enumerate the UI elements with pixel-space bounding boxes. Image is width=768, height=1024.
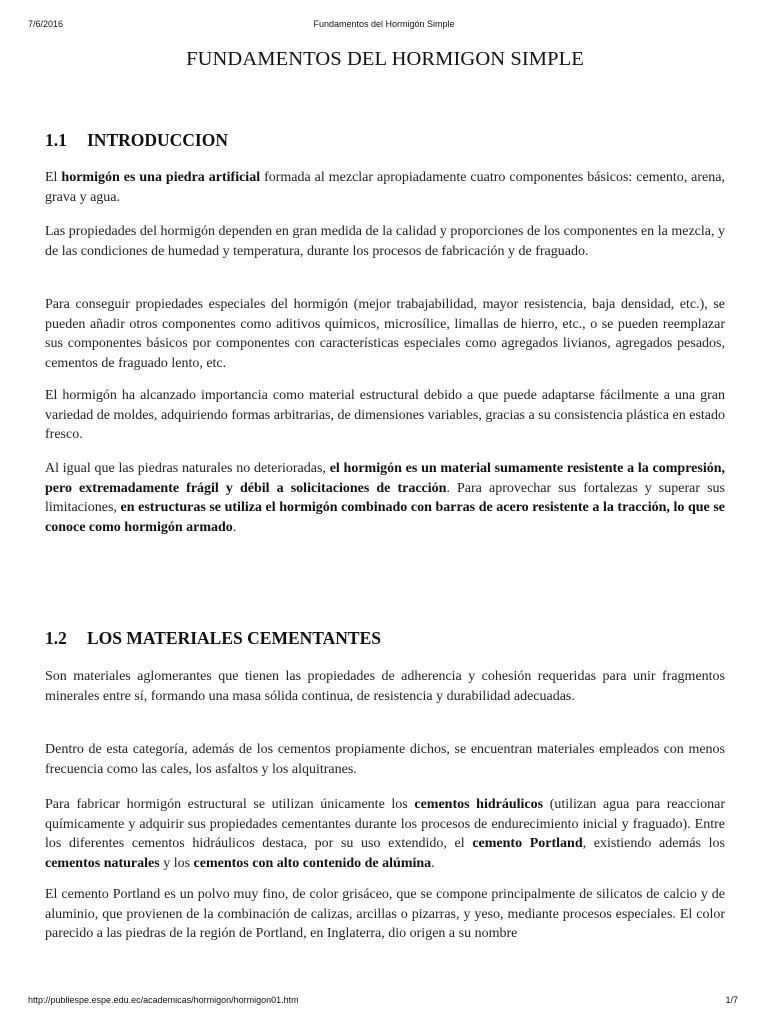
bold-text: el hormigón es un material sumamente resistente a la compresión, pero extremadamente frágil y débil a solicitaciones de tracción — [45, 461, 725, 496]
text-run: Para fabricar hormigón estructural se utilizan únicamente los — [45, 797, 415, 812]
paragraph — [45, 795, 725, 873]
paragraph — [45, 459, 725, 537]
document-title: FUNDAMENTOS DEL HORMIGON SIMPLE — [186, 48, 584, 70]
paragraph: Son materiales aglomerantes que tienen las propiedades de adherencia y cohesión requeridas para unir fragmentos minerales entre sí, formando una masa sólida continua, de resistencia y durabilidad adecuadas. — [45, 669, 725, 704]
bold-text: hormigón es una piedra artificial — [61, 170, 261, 185]
print-title: Fundamentos del Hormigón Simple — [313, 19, 455, 29]
section-title: INTRODUCCION — [87, 130, 228, 150]
bold-text: cementos hidráulicos — [414, 797, 544, 812]
paragraph: Para conseguir propiedades especiales del hormigón (mejor trabajabilidad, mayor resistencia, baja densidad, etc.), se pueden añadir otros componentes como aditivos químicos, microsílice, limallas de hierro, etc., o se pueden reemplazar sus componentes básicos por componentes con características especiales como agregados livianos, agregados pesados, cementos de fraguado lento, etc. — [45, 297, 725, 371]
bold-text: cemento Portland — [472, 836, 583, 851]
section-heading-materiales-cementantes — [45, 628, 381, 649]
text-run: y los — [159, 855, 194, 871]
text-run: formada al mezclar apropiadamente cuatro componentes básicos: cemento, arena, grava y agua. — [45, 170, 725, 205]
print-date: 7/6/2016 — [28, 19, 64, 29]
bold-text: cementos naturales — [45, 855, 160, 871]
print-header — [0, 9, 768, 29]
text-run: . — [232, 519, 237, 535]
text-run: El — [45, 170, 62, 185]
print-url: http://publiespe.espe.edu.ec/academicas/hormigon/hormigon01.htm — [28, 995, 299, 1005]
paragraph: Dentro de esta categoría, además de los cementos propiamente dichos, se encuentran materiales empleados con menos frecuencia como las cales, los asfaltos y los alquitranes. — [45, 742, 725, 777]
bold-text: cementos con alto contenido de alúmina — [193, 855, 432, 871]
text-run: . Para aprovechar sus fortalezas y superar sus limitaciones, — [45, 480, 725, 515]
text-run: Al igual que las piedras naturales no deterioradas, — [45, 461, 330, 476]
text-run: , existiendo además los — [582, 836, 725, 851]
section-number: 1.1 — [45, 130, 67, 150]
paragraph: Las propiedades del hormigón dependen en gran medida de la calidad y proporciones de los componentes en la mezcla, y de las condiciones de humedad y temperatura, durante los procesos de fabricación y de fraguado. — [45, 224, 725, 259]
bold-text: en estructuras se utiliza el hormigón combinado con barras de acero resistente a la tracción, lo que se conoce como hormigón armado — [45, 500, 726, 535]
print-footer — [0, 989, 768, 1009]
section-number: 1.2 — [45, 628, 67, 648]
paragraph: El hormigón ha alcanzado importancia como material estructural debido a que puede adaptarse fácilmente a una gran variedad de moldes, adquiriendo formas arbitrarias, de dimensiones variables, gracias a su consistencia plástica en estado fresco. — [45, 388, 725, 442]
text-run: . — [431, 855, 435, 871]
section-heading-introduccion — [45, 130, 228, 151]
text-run: (utilizan agua para reaccionar químicamente y adquirir sus propiedades cementantes durante los procesos de endurecimiento inicial y fraguado). Entre los diferentes cementos hidráulicos destaca, por su uso extendido, el — [45, 797, 726, 851]
paragraph: El cemento Portland es un polvo muy fino, de color grisáceo, que se compone principalmente de silicatos de calcio y de aluminio, que provienen de la combinación de calizas, arcillas o pizarras, y yeso, mediante procesos especiales. El color parecido a las piedras de la región de Portland, en Inglaterra, dio origen a su nombre — [45, 887, 725, 941]
page-number: 1/7 — [725, 995, 738, 1005]
paragraph — [45, 168, 725, 207]
section-title: LOS MATERIALES CEMENTANTES — [87, 628, 381, 648]
